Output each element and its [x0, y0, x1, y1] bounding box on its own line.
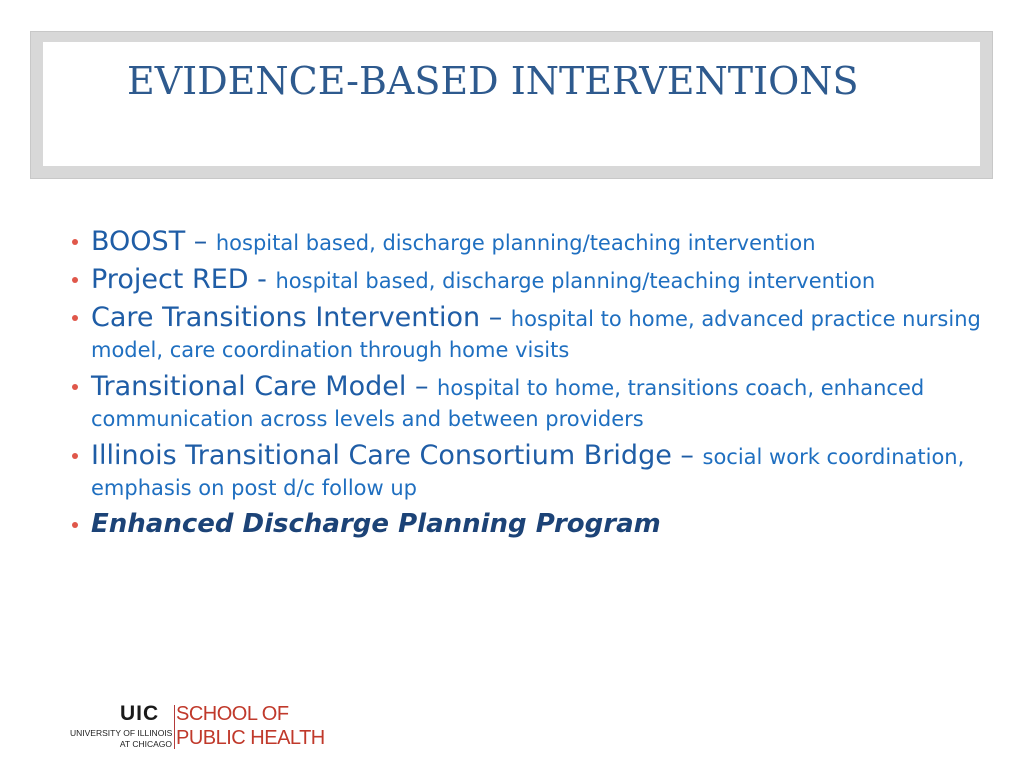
bullet-dot-icon — [72, 522, 78, 528]
bullet-text — [91, 440, 965, 500]
bullet-dot-icon — [72, 315, 78, 321]
logo-divider — [174, 705, 175, 749]
intervention-name: BOOST — [91, 226, 186, 257]
intervention-name: Illinois Transitional Care Consortium Bridge — [91, 440, 672, 471]
intervention-description: hospital to home, transitions coach, enhanced communication across levels and between providers — [91, 376, 925, 431]
logo-uic-wordmark: UIC — [120, 702, 160, 725]
intervention-description: hospital based, discharge planning/teaching intervention — [275, 269, 876, 293]
bullet-text — [91, 371, 925, 431]
title-box — [43, 42, 980, 166]
separator: – — [185, 226, 216, 257]
list-item — [72, 509, 992, 541]
separator: – — [480, 302, 511, 333]
intervention-description: social work coordination, emphasis on post d/c follow up — [91, 445, 965, 500]
list-item — [72, 226, 992, 259]
intervention-name: Care Transitions Intervention — [91, 302, 481, 333]
logo-school-line2: PUBLIC HEALTH — [176, 727, 325, 749]
bullet-dot-icon — [72, 384, 78, 390]
list-item — [72, 371, 992, 435]
bullet-dot-icon — [72, 277, 78, 283]
separator: – — [671, 440, 703, 471]
bullet-text — [91, 264, 876, 295]
slide-title: EVIDENCE-BASED INTERVENTIONS — [127, 59, 859, 103]
separator: – — [406, 371, 438, 402]
intervention-name: Transitional Care Model — [91, 371, 407, 402]
bullet-dot-icon — [72, 239, 78, 245]
logo-university-line1: UNIVERSITY OF ILLINOIS — [70, 728, 173, 738]
logo-school-line1: SCHOOL OF — [176, 703, 289, 725]
intervention-description: hospital based, discharge planning/teaching intervention — [215, 231, 816, 255]
bullet-list — [72, 226, 992, 546]
intervention-description: hospital to home, advanced practice nursing model, care coordination through home visits — [91, 307, 981, 362]
title-frame — [30, 31, 993, 179]
uic-school-logo — [70, 702, 325, 752]
logo-university-line2: AT CHICAGO — [119, 739, 172, 749]
program-name-emphasis: Enhanced Discharge Planning Program — [91, 509, 661, 539]
list-item — [72, 440, 992, 504]
separator: - — [248, 264, 276, 295]
intervention-name: Project RED — [91, 264, 249, 295]
bullet-text — [91, 226, 816, 257]
bullet-dot-icon — [72, 453, 78, 459]
bullet-text — [91, 302, 981, 362]
list-item — [72, 264, 992, 297]
list-item — [72, 302, 992, 366]
bullet-text — [91, 509, 661, 539]
